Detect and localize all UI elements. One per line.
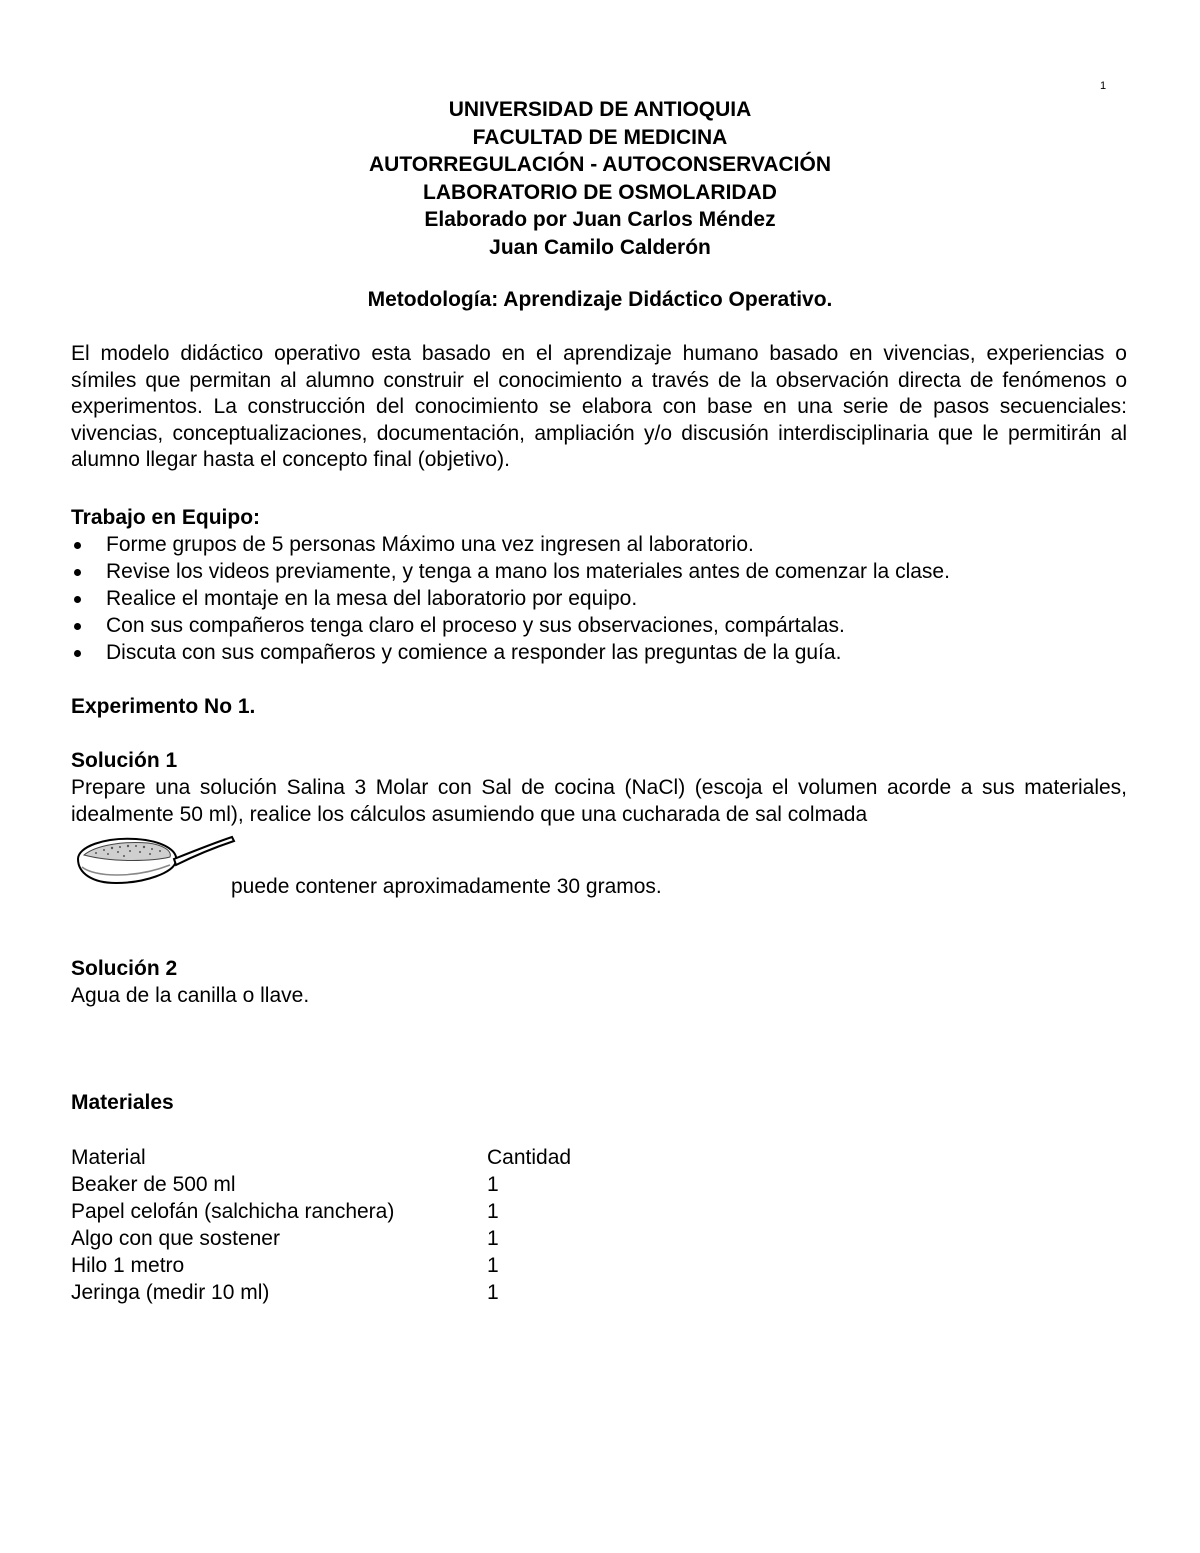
intro-paragraph: El modelo didáctico operativo esta basado en el aprendizaje humano basado en vivencias, experiencias o símiles que permitan al alumno construir el conocimiento a través de la observación directa de fenómenos o experimentos. La construcción del conocimiento se elabora con base en una serie de pasos secuenciales: vivencias, conceptualizaciones, documentación, ampliación y/o discusión interdisciplinaria que le permitirán al alumno llegar hasta el concepto final (objetivo). bbox=[71, 342, 1127, 472]
list-item-text: Revise los videos previamente, y tenga a mano los materiales antes de comenzar la clase. bbox=[106, 560, 950, 583]
column-header-quantity: Cantidad bbox=[487, 1146, 572, 1169]
column-header-material: Material bbox=[71, 1146, 146, 1169]
bullet-dot-icon bbox=[74, 596, 81, 603]
header-faculty: FACULTAD DE MEDICINA bbox=[472, 125, 728, 149]
quantity-cell: 1 bbox=[487, 1227, 499, 1250]
materials-heading: Materiales bbox=[71, 1091, 174, 1114]
header-course: AUTORREGULACIÓN - AUTOCONSERVACIÓN bbox=[368, 153, 832, 176]
header-author-1: Elaborado por Juan Carlos Méndez bbox=[424, 208, 776, 231]
quantity-cell: 1 bbox=[487, 1173, 499, 1196]
solution-1-text: Prepare una solución Salina 3 Molar con Sal de cocina (NaCl) (escoja el volumen acorde a sus materiales, idealmente 50 ml), realice los cálculos asumiendo que una cucharada de sal colmada bbox=[71, 776, 1127, 826]
teamwork-list bbox=[71, 531, 1127, 666]
material-cell: Hilo 1 metro bbox=[71, 1254, 185, 1277]
salt-spoon-icon bbox=[74, 833, 236, 891]
solution-2-heading: Solución 2 bbox=[71, 957, 178, 980]
header-author-2: Juan Camilo Calderón bbox=[489, 235, 711, 259]
list-item bbox=[71, 585, 1127, 612]
solution-1-heading: Solución 1 bbox=[71, 749, 178, 772]
quantity-cell: 1 bbox=[487, 1200, 499, 1223]
bullet-dot-icon bbox=[74, 650, 81, 657]
solution-2-text: Agua de la canilla o llave. bbox=[71, 984, 310, 1007]
material-cell: Algo con que sostener bbox=[71, 1227, 280, 1250]
list-item-text: Discuta con sus compañeros y comience a responder las preguntas de la guía. bbox=[106, 641, 842, 664]
list-item bbox=[71, 531, 1127, 558]
teamwork-heading: Trabajo en Equipo: bbox=[71, 506, 261, 529]
table-row bbox=[71, 1279, 607, 1306]
bullet-dot-icon bbox=[74, 542, 81, 549]
quantity-cell: 1 bbox=[487, 1254, 499, 1277]
materials-table bbox=[71, 1144, 607, 1306]
quantity-cell: 1 bbox=[487, 1281, 499, 1304]
list-item-text: Realice el montaje en la mesa del laboratorio por equipo. bbox=[106, 587, 638, 610]
material-cell: Papel celofán (salchicha ranchera) bbox=[71, 1200, 395, 1223]
table-row bbox=[71, 1252, 607, 1279]
list-item bbox=[71, 612, 1127, 639]
header-university: UNIVERSIDAD DE ANTIOQUIA bbox=[448, 98, 752, 121]
list-item bbox=[71, 639, 1127, 666]
table-row bbox=[71, 1225, 607, 1252]
list-item bbox=[71, 558, 1127, 585]
material-cell: Beaker de 500 ml bbox=[71, 1173, 236, 1196]
experiment-heading: Experimento No 1. bbox=[71, 695, 256, 718]
bullet-dot-icon bbox=[74, 569, 81, 576]
bullet-dot-icon bbox=[74, 623, 81, 630]
solution-1-text-continued: puede contener aproximadamente 30 gramos. bbox=[231, 875, 662, 898]
list-item-text: Forme grupos de 5 personas Máximo una vez ingresen al laboratorio. bbox=[106, 533, 754, 556]
document-header bbox=[0, 96, 1200, 261]
table-header-row bbox=[71, 1144, 607, 1171]
material-cell: Jeringa (medir 10 ml) bbox=[71, 1281, 270, 1304]
header-lab-title: LABORATORIO DE OSMOLARIDAD bbox=[423, 180, 777, 204]
table-row bbox=[71, 1198, 607, 1225]
page-number: 1 bbox=[1100, 80, 1107, 92]
table-row bbox=[71, 1171, 607, 1198]
methodology-heading: Metodología: Aprendizaje Didáctico Operativo. bbox=[367, 288, 833, 311]
list-item-text: Con sus compañeros tenga claro el proceso y sus observaciones, compártalas. bbox=[106, 614, 845, 637]
